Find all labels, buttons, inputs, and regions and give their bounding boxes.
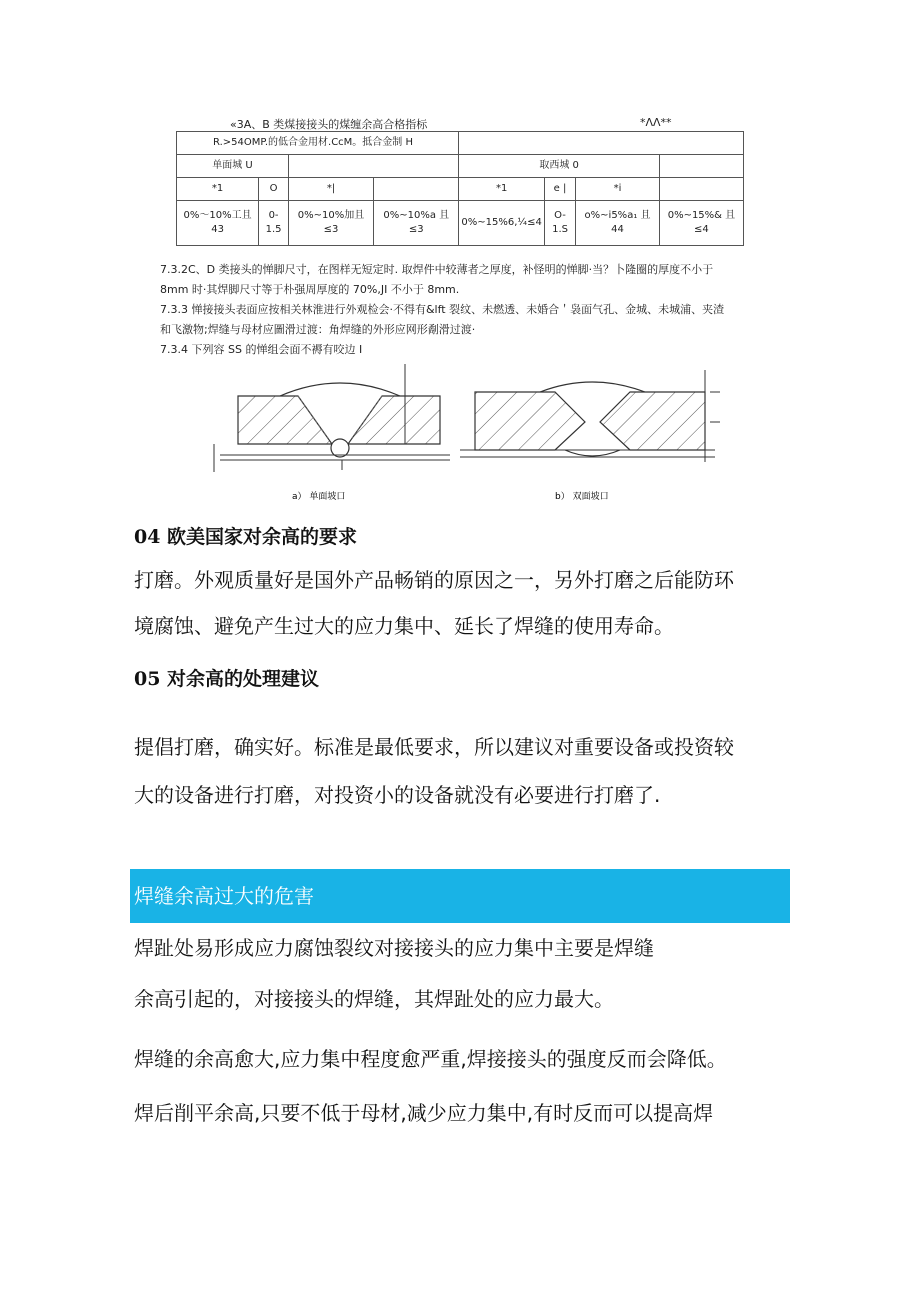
subheader-cell: O (259, 178, 289, 201)
paragraph-line: 余高引起的，对接接头的焊缝，其焊趾处的应力最大。 (134, 987, 614, 1011)
group-double-cell: 取西城 0 (459, 155, 659, 178)
value-cell: o%~i5%a₁ 且 44 (576, 201, 660, 246)
group-single-empty-cell (288, 155, 458, 178)
value-cell: 0%~15%& 且≤4 (659, 201, 743, 246)
header-empty-cell (459, 132, 744, 155)
paragraph-line: 提倡打磨，确实好。标准是最低要求，所以建议对重要设备或投资较 (134, 735, 734, 759)
paragraph-line: 境腐蚀、避免产生过大的应力集中、延长了焊缝的使用寿命。 (134, 614, 674, 638)
clause-line: 7.3.3 惮接接头表面应按相关林淮进行外观检会·不得有&lft 裂纹、未燃透、未婚合＇袅面气孔、金城、未城浦、夹渣 (160, 303, 725, 316)
section-04-heading: 04 欧美国家对余高的要求 (134, 526, 358, 548)
clause-line: 7.3.4 下列容 SS 的惮组会面不褥有咬边 I (160, 343, 363, 356)
value-cell: 0%～10%工且 43 (177, 201, 259, 246)
paragraph-line: 焊缝的余高愈大,应力集中程度愈严重,焊接接头的强度反而会降低。 (134, 1047, 727, 1071)
spec-table (176, 131, 744, 246)
caption-double-groove: b） 双面坡口 (555, 492, 609, 502)
caption-single-groove: a） 单面坡口 (292, 492, 346, 502)
value-cell: 0-1.5 (259, 201, 289, 246)
table-row (177, 201, 744, 246)
group-double-empty-cell (659, 155, 743, 178)
double-groove-diagram (460, 370, 720, 462)
paragraph-line: 大的设备进行打磨，对投资小的设备就没有必要进行打磨了. (134, 783, 661, 807)
clause-line: 8mm 时·其焊脚尺寸等于朴强周厚度的 70%,JI 不小于 8mm. (160, 283, 460, 296)
section-banner: 焊缝余高过大的危害 (130, 869, 790, 923)
header-material-cell: R.>54OMP.的低合金用材.CcM。抵合金制 H (177, 132, 459, 155)
paragraph-line: 焊趾处易形成应力腐蚀裂纹对接接头的应力集中主要是焊缝 (134, 936, 654, 960)
value-cell: 0%~10%a 且 ≤3 (374, 201, 459, 246)
clause-line: 7.3.2C、D 类接头的惮脚尺寸，在图样无短定时. 取焊件中较薄者之厚度，补怪明的惮脚·当？卜隆圈的厚度不小于 (160, 263, 714, 276)
group-single-cell: 单面城 U (177, 155, 289, 178)
paragraph-line: 焊后削平余高,只要不低于母材,减少应力集中,有时反而可以提高焊 (134, 1101, 714, 1125)
clause-line: 和飞激物;焊缝与母材应圖滑过渡：角焊缝的外形应网形劀滑过渡· (160, 323, 476, 336)
table-title-mark: *ΛΛ** (640, 116, 672, 129)
subheader-cell: *1 (177, 178, 259, 201)
subheader-cell: *i (576, 178, 660, 201)
subheader-cell (659, 178, 743, 201)
subheader-cell: *1 (459, 178, 544, 201)
value-cell: 0%~15%6,¼≤4 (459, 201, 544, 246)
weld-groove-figure (210, 362, 730, 507)
single-groove-diagram (214, 364, 450, 472)
value-cell: O-1.S (544, 201, 575, 246)
paragraph-line: 打磨。外观质量好是国外产品畅销的原因之一，另外打磨之后能防环 (134, 568, 734, 592)
table-row (177, 155, 744, 178)
subheader-cell: *| (288, 178, 373, 201)
value-cell: 0%~10%加且 ≤3 (288, 201, 373, 246)
subheader-cell: e | (544, 178, 575, 201)
table-title: «3A、B 类煤接接头的煤缠余高合格指标 (230, 118, 428, 131)
table-row (177, 178, 744, 201)
subheader-cell (374, 178, 459, 201)
table-row (177, 132, 744, 155)
section-05-heading: 05 对余高的处理建议 (134, 668, 320, 690)
